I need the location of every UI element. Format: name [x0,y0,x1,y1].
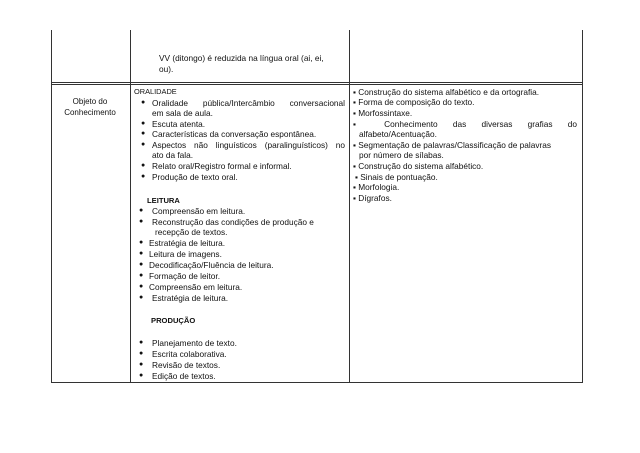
producao-item-4: Edição de textos. [152,371,216,381]
right-item-8-text: Morfologia. [358,182,400,192]
producao-item-2: Escrita colaborativa. [152,349,227,359]
row-label [51,96,129,118]
leitura-item-8: Estratégia de leitura. [152,293,229,303]
right-item-3: ▪ Morfossintaxe. [353,108,413,118]
bullet-icon: ● [139,372,144,379]
bullet-icon: ● [139,261,144,268]
right-item-3-text: Morfossintaxe. [358,108,413,118]
leitura-item-1: Compreensão em leitura. [152,206,246,216]
leitura-item-3: Estratégia de leitura. [149,238,226,248]
bullet-icon: ● [139,294,144,301]
right-item-4-text: Conhecimento das diversas grafias do [384,119,577,129]
continuation-text-line2: ou). [159,64,174,74]
oralidade-item-2: Escuta atenta. [152,119,206,129]
oralidade-item-1-line2: em sala de aula. [152,108,213,118]
producao-heading: PRODUÇÃO [151,316,196,325]
bullet-icon: ● [139,239,144,246]
bullet-icon: ● [139,361,144,368]
right-item-1: ▪ Construção do sistema alfabético e da ortografia. [353,87,540,97]
right-item-4-line2: alfabeto/Acentuação. [359,129,437,139]
producao-item-1: Planejamento de texto. [152,338,237,348]
bullet-icon: ● [141,173,146,180]
oralidade-heading: ORALIDADE [134,87,177,96]
leitura-item-7: Compreensão em leitura. [149,282,243,292]
bullet-icon: ● [139,339,144,346]
right-item-7: ▪ Sinais de pontuação. [355,172,438,182]
leitura-heading: LEITURA [147,196,180,205]
oralidade-item-6: Produção de texto oral. [152,172,238,182]
table-bottom-border [51,382,583,383]
bullet-icon: ● [139,283,144,290]
right-item-5-text: Segmentação de palavras/Classificação de palavras [358,140,552,150]
right-item-4-line1: ▪ Conhecimento das diversas grafias do [353,119,577,129]
leitura-item-2-line2: recepção de textos. [155,227,228,237]
producao-item-3: Revisão de textos. [152,360,221,370]
bullet-icon: ● [141,130,146,137]
content-table [51,30,583,383]
bullet-icon: ● [141,120,146,127]
leitura-item-4: Leitura de imagens. [149,249,222,259]
right-item-9-text: Dígrafos. [358,193,392,203]
table-row-divider-double [51,84,583,85]
oralidade-item-4-line2: ato da fala. [152,150,194,160]
row-label-line1: Objeto do [72,97,108,106]
bullet-icon: ● [139,272,144,279]
right-item-2: ▪ Forma de composição do texto. [353,97,475,107]
right-item-2-text: Forma de composição do texto. [358,97,475,107]
bullet-icon: ● [141,99,146,106]
bullet-icon: ● [141,141,146,148]
continuation-text-line1: VV (ditongo) é reduzida na língua oral (ai, ei, [159,53,324,63]
bullet-icon: ● [139,207,144,214]
leitura-item-6: Formação de leitor. [149,271,221,281]
right-item-5-line2: por número de sílabas. [359,150,444,160]
right-item-9: ▪ Dígrafos. [353,193,392,203]
oralidade-item-1-line1: Oralidade pública/Intercâmbio conversacional [152,98,345,108]
right-item-7-text: Sinais de pontuação. [360,172,438,182]
right-item-5-line1: ▪ Segmentação de palavras/Classificação de palavras [353,140,552,150]
bullet-icon: ● [139,350,144,357]
right-item-1-text: Construção do sistema alfabético e da ortografia. [358,87,540,97]
oralidade-item-5: Relato oral/Registro formal e informal. [152,161,292,171]
right-item-6: ▪ Construção do sistema alfabético. [353,161,484,171]
leitura-item-5: Decodificação/Fluência de leitura. [149,260,274,270]
right-item-8: ▪ Morfologia. [353,182,400,192]
bullet-icon: ● [141,162,146,169]
bullet-icon: ● [139,218,144,225]
row-label-line2: Conhecimento [64,108,116,117]
bullet-icon: ● [139,250,144,257]
leitura-item-2-line1: Reconstrução das condições de produção e [152,217,314,227]
oralidade-item-3: Características da conversação espontânea. [152,129,317,139]
oralidade-item-4-line1: Aspectos não linguísticos (paralinguísticos) no [152,140,345,150]
right-item-6-text: Construção do sistema alfabético. [358,161,484,171]
table-row-divider [51,82,583,83]
